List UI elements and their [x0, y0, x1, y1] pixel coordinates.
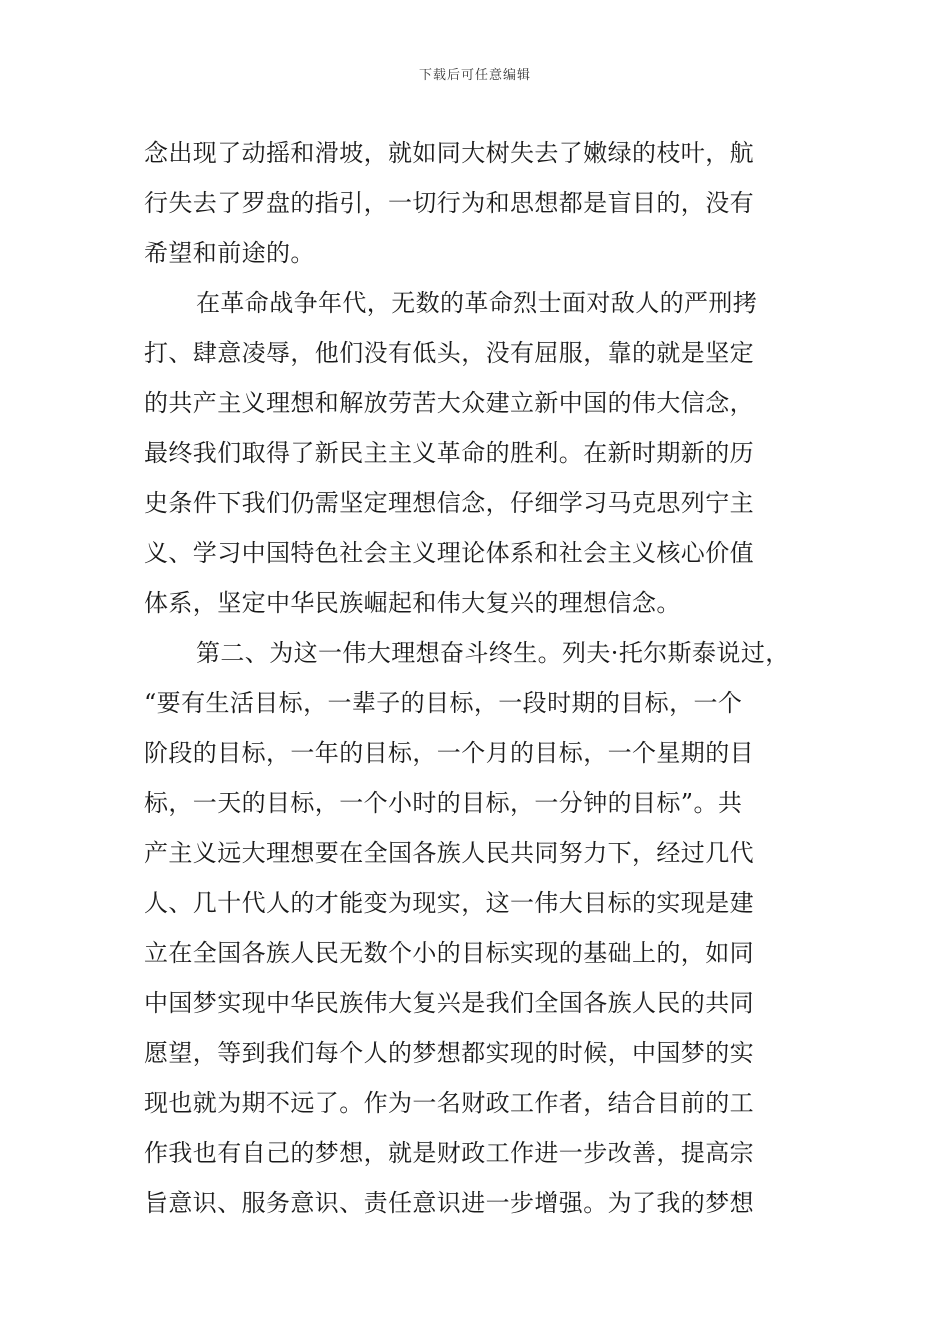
document-body — [144, 128, 824, 1228]
text-line: “要有生活目标，一辈子的目标，一段时期的目标，一个 — [144, 689, 743, 717]
text-line: 义、学习中国特色社会主义理论体系和社会主义核心价值 — [144, 539, 754, 567]
text-line: 人、几十代人的才能变为现实，这一伟大目标的实现是建 — [144, 889, 754, 917]
text-line: 旨意识、服务意识、责任意识进一步增强。为了我的梦想 — [144, 1189, 754, 1217]
paragraph-first-line: 在革命战争年代，无数的革命烈士面对敌人的严刑拷 — [196, 289, 758, 317]
text-line: 打、肆意凌辱，他们没有低头，没有屈服，靠的就是坚定 — [144, 339, 754, 367]
text-line: 的共产主义理想和解放劳苦大众建立新中国的伟大信念， — [144, 389, 754, 417]
text-line: 希望和前途的。 — [144, 239, 315, 267]
text-line: 作我也有自己的梦想，就是财政工作进一步改善，提高宗 — [144, 1139, 754, 1167]
paragraph-first-line: 第二、为这一伟大理想奋斗终生。列夫·托尔斯泰说过， — [196, 639, 790, 667]
text-line: 标，一天的目标，一个小时的目标，一分钟的目标”。共 — [144, 789, 743, 817]
text-line: 产主义远大理想要在全国各族人民共同努力下，经过几代 — [144, 839, 754, 867]
text-line: 念出现了动摇和滑坡，就如同大树失去了嫩绿的枝叶，航 — [144, 139, 754, 167]
text-line: 最终我们取得了新民主主义革命的胜利。在新时期新的历 — [144, 439, 754, 467]
text-line: 史条件下我们仍需坚定理想信念，仔细学习马克思列宁主 — [144, 489, 754, 517]
page-header: 下载后可任意编辑 — [418, 68, 531, 83]
text-line: 现也就为期不远了。作为一名财政工作者，结合目前的工 — [144, 1089, 754, 1117]
text-line: 中国梦实现中华民族伟大复兴是我们全国各族人民的共同 — [144, 989, 754, 1017]
text-line: 体系，坚定中华民族崛起和伟大复兴的理想信念。 — [144, 589, 681, 617]
text-line: 行失去了罗盘的指引，一切行为和思想都是盲目的，没有 — [144, 189, 754, 217]
text-line: 立在全国各族人民无数个小的目标实现的基础上的，如同 — [144, 939, 754, 967]
text-line: 阶段的目标，一年的目标，一个月的目标，一个星期的目 — [144, 739, 754, 767]
text-line: 愿望，等到我们每个人的梦想都实现的时候，中国梦的实 — [144, 1039, 754, 1067]
